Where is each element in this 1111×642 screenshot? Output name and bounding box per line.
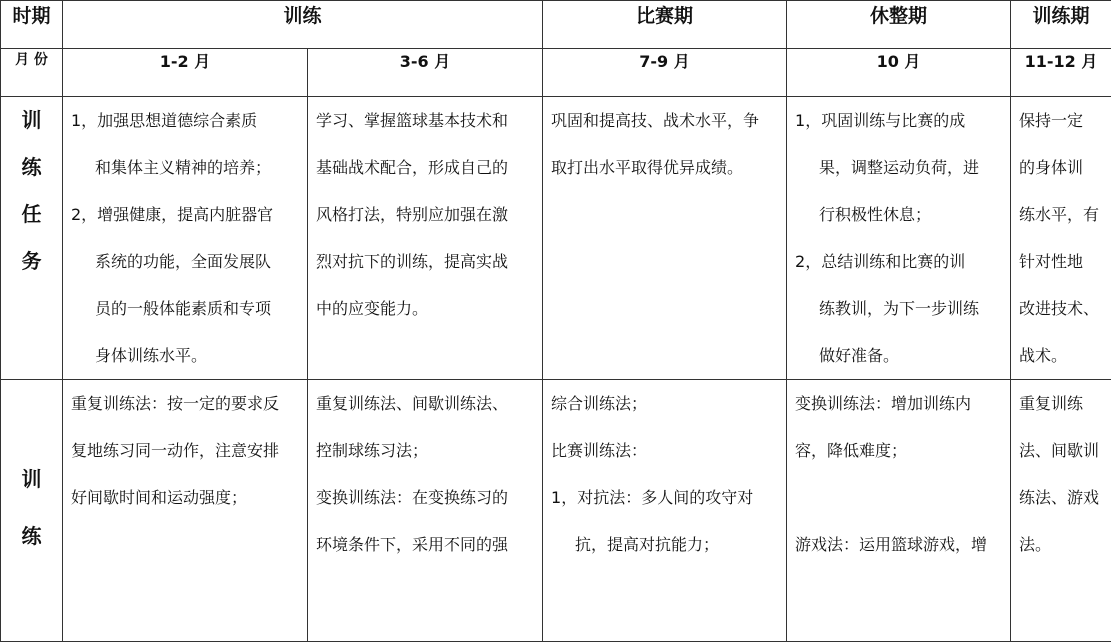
tasks-cell-1-2 bbox=[63, 97, 308, 380]
task-line: 身体训练水平。 bbox=[71, 332, 301, 379]
task-line: 2，总结训练和比赛的训 bbox=[795, 238, 1004, 285]
task-line: 基础战术配合，形成自己的 bbox=[316, 144, 536, 191]
label-char: 任 bbox=[1, 191, 62, 238]
method-line: 法。 bbox=[1019, 521, 1105, 568]
methods-cell-7-9 bbox=[543, 380, 787, 642]
task-line: 巩固和提高技、战术水平，争 bbox=[551, 97, 780, 144]
task-line: 员的一般体能素质和专项 bbox=[71, 285, 301, 332]
method-line: 环境条件下，采用不同的强 bbox=[316, 521, 536, 568]
task-line: 烈对抗下的训练，提高实战 bbox=[316, 238, 536, 285]
method-line: 控制球练习法； bbox=[316, 427, 536, 474]
month-10: 10 月 bbox=[787, 49, 1011, 97]
method-line: 游戏法：运用篮球游戏，增 bbox=[795, 521, 1004, 568]
task-line: 做好准备。 bbox=[795, 332, 1004, 379]
label-char: 练 bbox=[1, 508, 62, 565]
training-tasks-label bbox=[1, 97, 63, 380]
period-header-row bbox=[1, 1, 1111, 49]
methods-cell-10 bbox=[787, 380, 1011, 642]
tasks-cell-10 bbox=[787, 97, 1011, 380]
task-line: 保持一定 bbox=[1019, 97, 1105, 144]
method-line: 1，对抗法：多人间的攻守对 bbox=[551, 474, 780, 521]
task-line: 1，巩固训练与比赛的成 bbox=[795, 97, 1004, 144]
task-line: 1，加强思想道德综合素质 bbox=[71, 97, 301, 144]
task-line: 果，调整运动负荷，进 bbox=[795, 144, 1004, 191]
task-line: 练水平，有 bbox=[1019, 191, 1105, 238]
label-char: 训 bbox=[1, 97, 62, 144]
training-methods-label bbox=[1, 380, 63, 642]
training-period-header: 训练 bbox=[63, 1, 543, 49]
month-7-9: 7-9 月 bbox=[543, 49, 787, 97]
task-line: 行积极性休息； bbox=[795, 191, 1004, 238]
task-line: 取打出水平取得优异成绩。 bbox=[551, 144, 780, 191]
task-line: 风格打法，特别应加强在激 bbox=[316, 191, 536, 238]
rest-period-header: 休整期 bbox=[787, 1, 1011, 49]
method-line: 变换训练法：增加训练内 bbox=[795, 380, 1004, 427]
methods-cell-11-12 bbox=[1011, 380, 1111, 642]
method-line: 好间歇时间和运动强度； bbox=[71, 474, 301, 521]
method-line: 综合训练法； bbox=[551, 380, 780, 427]
method-line: 容，降低难度； bbox=[795, 427, 1004, 474]
method-line: 法、间歇训 bbox=[1019, 427, 1105, 474]
task-line: 学习、掌握篮球基本技术和 bbox=[316, 97, 536, 144]
tasks-cell-7-9 bbox=[543, 97, 787, 380]
method-line: 重复训练法：按一定的要求反 bbox=[71, 380, 301, 427]
month-row bbox=[1, 49, 1111, 97]
method-line: 变换训练法：在变换练习的 bbox=[316, 474, 536, 521]
task-line: 系统的功能，全面发展队 bbox=[71, 238, 301, 285]
label-char: 训 bbox=[1, 451, 62, 508]
competition-period-header: 比赛期 bbox=[543, 1, 787, 49]
method-line: 比赛训练法： bbox=[551, 427, 780, 474]
tasks-cell-11-12 bbox=[1011, 97, 1111, 380]
task-line: 2，增强健康，提高内脏器官 bbox=[71, 191, 301, 238]
period-header-label: 时期 bbox=[1, 1, 63, 49]
label-char: 练 bbox=[1, 144, 62, 191]
task-line: 的身体训 bbox=[1019, 144, 1105, 191]
task-line: 针对性地 bbox=[1019, 238, 1105, 285]
training-methods-row bbox=[1, 380, 1111, 642]
method-line bbox=[795, 474, 1004, 521]
month-label: 月 份 bbox=[1, 49, 63, 97]
methods-cell-3-6 bbox=[308, 380, 543, 642]
label-char: 务 bbox=[1, 238, 62, 285]
task-line: 改进技术、 bbox=[1019, 285, 1105, 332]
month-11-12: 11-12 月 bbox=[1011, 49, 1111, 97]
tasks-cell-3-6 bbox=[308, 97, 543, 380]
method-line: 重复训练法、间歇训练法、 bbox=[316, 380, 536, 427]
method-line: 重复训练 bbox=[1019, 380, 1105, 427]
methods-cell-1-2 bbox=[63, 380, 308, 642]
training-period-header-2: 训练期 bbox=[1011, 1, 1111, 49]
method-line: 抗，提高对抗能力； bbox=[551, 521, 780, 568]
training-tasks-row bbox=[1, 97, 1111, 380]
method-line: 复地练习同一动作，注意安排 bbox=[71, 427, 301, 474]
task-line: 练教训，为下一步训练 bbox=[795, 285, 1004, 332]
month-3-6: 3-6 月 bbox=[308, 49, 543, 97]
method-line: 练法、游戏 bbox=[1019, 474, 1105, 521]
month-1-2: 1-2 月 bbox=[63, 49, 308, 97]
task-line: 和集体主义精神的培养； bbox=[71, 144, 301, 191]
task-line: 中的应变能力。 bbox=[316, 285, 536, 332]
task-line: 战术。 bbox=[1019, 332, 1105, 379]
